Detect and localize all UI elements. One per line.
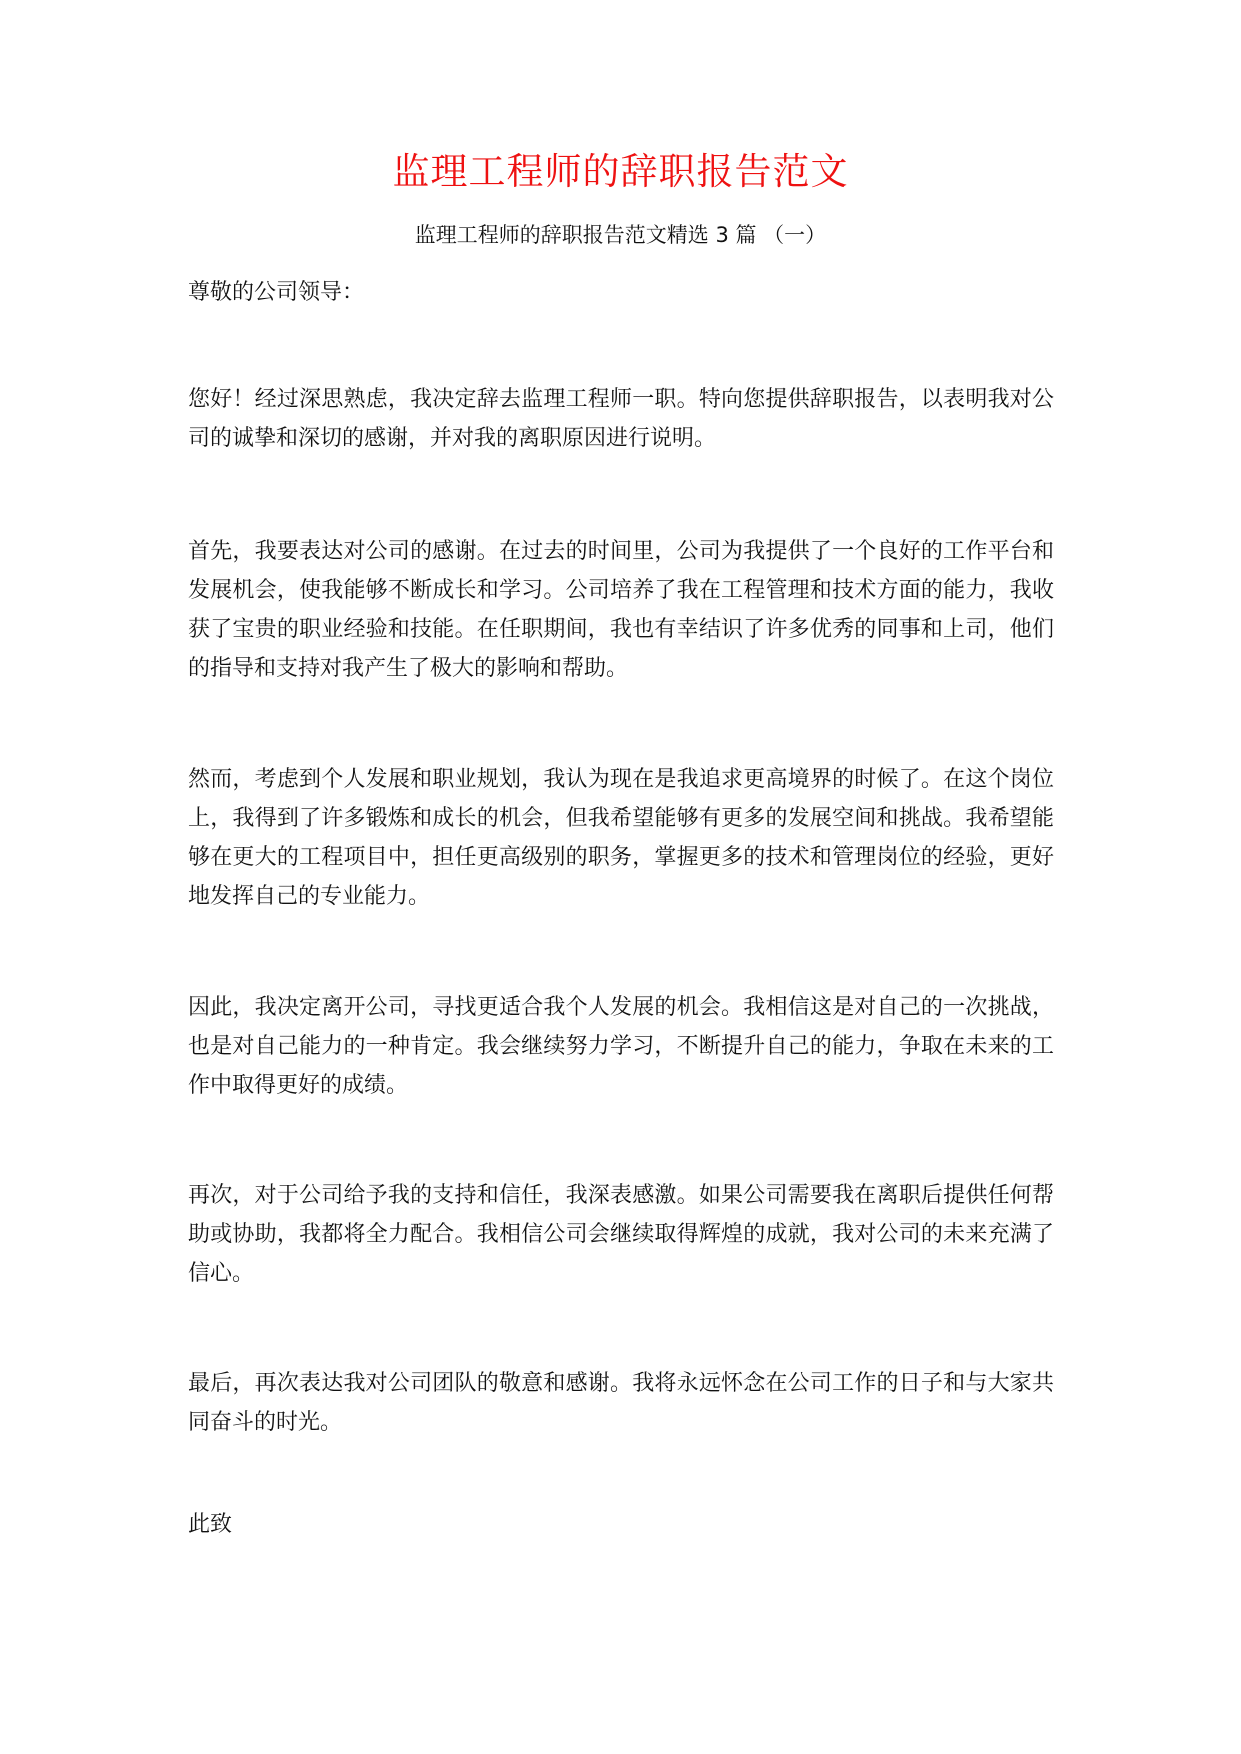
paragraph: 再次，对于公司给予我的支持和信任，我深表感激。如果公司需要我在离职后提供任何帮助或协助，我都将全力配合。我相信公司会继续取得辉煌的成就，我对公司的未来充满了信心。 <box>188 1183 1054 1286</box>
document-title: 监理工程师的辞职报告范文 <box>392 150 849 193</box>
paragraph: 您好！经过深思熟虑，我决定辞去监理工程师一职。特向您提供辞职报告，以表明我对公司的诚挚和深切的感谢，并对我的离职原因进行说明。 <box>188 387 1054 451</box>
paragraph: 因此，我决定离开公司，寻找更适合我个人发展的机会。我相信这是对自己的一次挑战，也是对自己能力的一种肯定。我会继续努力学习，不断提升自己的能力，争取在未来的工作中取得更好的成绩。 <box>188 995 1054 1098</box>
paragraph: 最后，再次表达我对公司团队的敬意和感谢。我将永远怀念在公司工作的日子和与大家共同奋斗的时光。 <box>188 1371 1054 1435</box>
paragraph: 然而，考虑到个人发展和职业规划，我认为现在是我追求更高境界的时候了。在这个岗位上，我得到了许多锻炼和成长的机会，但我希望能够有更多的发展空间和挑战。我希望能够在更大的工程项目中，担任更高级别的职务，掌握更多的技术和管理岗位的经验，更好地发挥自己的专业能力。 <box>188 767 1054 909</box>
salutation: 尊敬的公司领导： <box>188 280 365 305</box>
document-subtitle: 监理工程师的辞职报告范文精选 3 篇 （一） <box>414 223 827 247</box>
closing: 此致 <box>188 1512 233 1537</box>
paragraph: 首先，我要表达对公司的感谢。在过去的时间里，公司为我提供了一个良好的工作平台和发展机会，使我能够不断成长和学习。公司培养了我在工程管理和技术方面的能力，我收获了宝贵的职业经验和技能。在任职期间，我也有幸结识了许多优秀的同事和上司，他们的指导和支持对我产生了极大的影响和帮助。 <box>188 539 1054 681</box>
